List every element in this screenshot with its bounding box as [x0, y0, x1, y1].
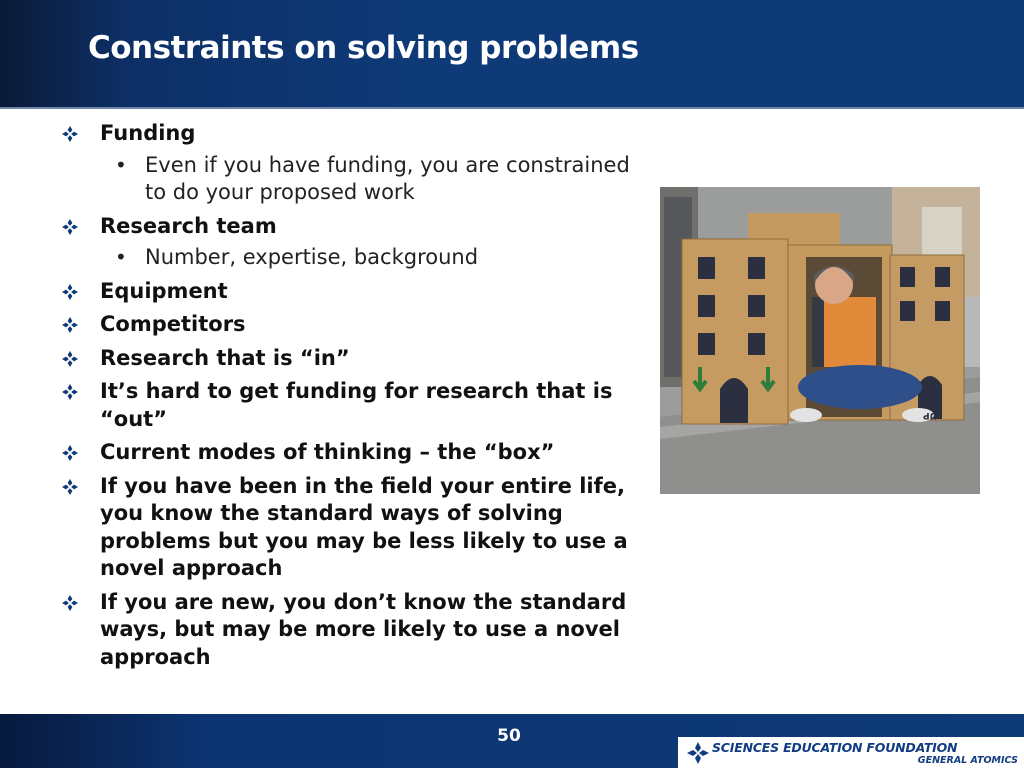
organization-logo	[678, 737, 1024, 768]
diamond-bullet-icon	[62, 284, 78, 300]
cardboard-box-photo	[660, 187, 980, 494]
box-window	[935, 301, 950, 321]
bullet-text: If you have been in the field your entire life, you know the standard ways of solving problems but you may be less likely to use a novel approach	[100, 473, 628, 580]
bullet-item	[60, 378, 645, 433]
bullet-item	[60, 345, 645, 373]
sub-bullet-item	[60, 244, 645, 272]
sub-bullet-text: Number, expertise, background	[145, 245, 479, 269]
box-window	[748, 295, 765, 317]
page-number: 50	[497, 726, 521, 746]
box-window	[900, 301, 915, 321]
person-jeans	[798, 365, 922, 409]
logo-mark-icon	[686, 741, 710, 765]
bullet-item	[60, 120, 645, 148]
bullet-item	[60, 278, 645, 306]
diamond-bullet-icon	[62, 219, 78, 235]
bullet-text: It’s hard to get funding for research that is “out”	[100, 379, 613, 431]
diamond-bullet-icon	[62, 351, 78, 367]
dot-bullet-icon: •	[115, 152, 127, 177]
bullet-text: Research that is “in”	[100, 345, 350, 370]
sub-bullet-text: Even if you have funding, you are constrained to do your proposed work	[145, 152, 630, 204]
box-label: UP	[923, 410, 937, 420]
person-shoe	[790, 408, 822, 422]
bullet-text: Competitors	[100, 312, 246, 336]
bullet-text: Current modes of thinking – the “box”	[100, 440, 555, 464]
box-window	[698, 295, 715, 317]
photo-illustration	[660, 187, 980, 494]
slide-title: Constraints on solving problems	[88, 30, 639, 66]
box-window	[935, 267, 950, 287]
header-divider	[0, 107, 1024, 109]
bullet-item	[60, 589, 645, 672]
box-label: UP	[727, 412, 741, 422]
bullet-text: If you are new, you don’t know the standard ways, but may be more likely to use a novel approach	[100, 589, 627, 669]
bullet-text: Funding	[100, 121, 196, 145]
box-window	[698, 257, 715, 279]
diamond-bullet-icon	[62, 384, 78, 400]
bullet-item	[60, 439, 645, 467]
box-window	[900, 267, 915, 287]
diamond-bullet-icon	[62, 126, 78, 142]
box-window	[748, 257, 765, 279]
sub-bullet-item	[60, 152, 645, 207]
box-window	[748, 333, 765, 355]
bullet-item	[60, 473, 645, 583]
diamond-bullet-icon	[62, 595, 78, 611]
diamond-bullet-icon	[62, 479, 78, 495]
box-window	[698, 333, 715, 355]
bullet-text: Equipment	[100, 278, 228, 303]
person-scarf	[812, 297, 824, 367]
logo-subtitle: GENERAL ATOMICS	[917, 755, 1018, 766]
logo-title: SCIENCES EDUCATION FOUNDATION	[712, 740, 958, 755]
bullet-text: Research team	[100, 213, 277, 238]
bullet-item	[60, 213, 645, 241]
diamond-bullet-icon	[62, 445, 78, 461]
diamond-bullet-icon	[62, 317, 78, 333]
dot-bullet-icon: •	[115, 245, 127, 269]
bullet-item	[60, 311, 645, 339]
bullet-list	[60, 114, 645, 671]
